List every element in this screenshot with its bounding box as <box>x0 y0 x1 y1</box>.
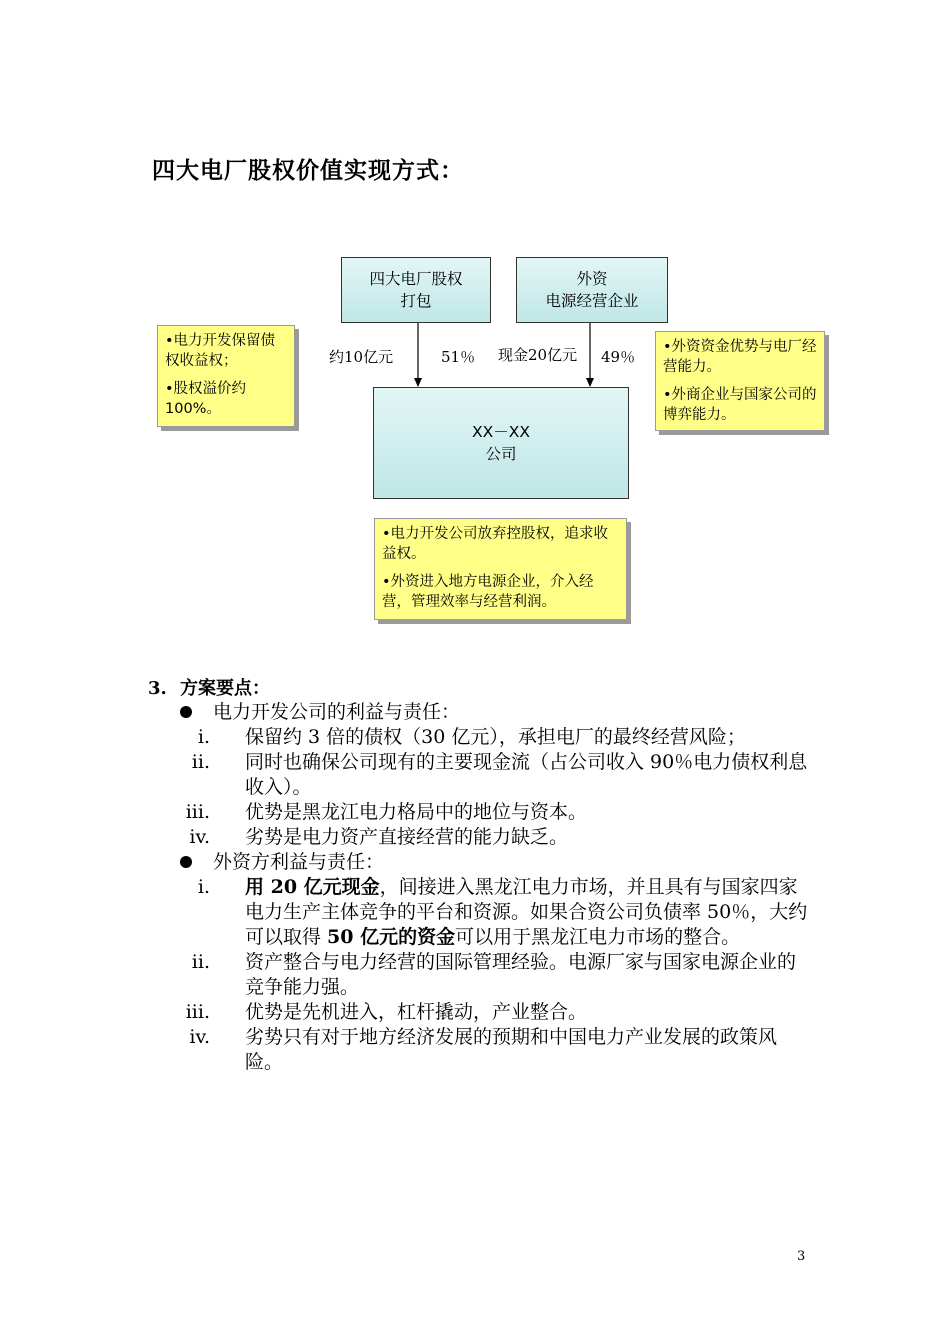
list-item <box>0 875 810 950</box>
page-title: 四大电厂股权价值实现方式： <box>152 158 464 184</box>
box-joint-company-line1: XX－XX <box>472 423 530 441</box>
item-number: iii. <box>185 1001 210 1023</box>
bullet-item <box>0 850 950 875</box>
label-right-percent: 49％ <box>601 348 636 366</box>
label-left-amount: 约10亿元 <box>329 348 394 366</box>
item-number: iv. <box>189 1026 210 1048</box>
list-item <box>0 1000 810 1025</box>
list-item <box>0 825 810 850</box>
note-right-item: •外资资金优势与电厂经营能力。 <box>663 339 817 375</box>
section-list <box>0 700 950 1075</box>
note-left <box>157 325 295 427</box>
box-foreign-enterprise-line2: 电源经营企业 <box>545 292 639 310</box>
box-joint-company-line2: 公司 <box>485 445 517 463</box>
label-left-percent: 51％ <box>441 348 476 366</box>
item-text: 劣势是电力资产直接经营的能力缺乏。 <box>245 826 569 848</box>
item-number: iii. <box>185 801 210 823</box>
section-number: 3. <box>148 678 167 699</box>
arrow-left-head <box>414 378 422 387</box>
item-bold-text: 50 亿元的资金 <box>327 926 456 948</box>
box-equity-package-line1: 四大电厂股权 <box>369 270 463 288</box>
item-number: ii. <box>191 751 210 773</box>
section-heading <box>148 674 270 700</box>
item-number: i. <box>197 876 210 898</box>
arrow-right-head <box>586 378 594 387</box>
item-bold-text: 用 20 亿元现金 <box>245 876 380 898</box>
item-text: ，间接进入黑龙江电力市场，并且具有与国家四家电力生产主体竞争的平台和资源。如果合资公司负债率 50％，大约可以取得 <box>245 876 808 948</box>
note-bottom-item: •外资进入地方电源企业，介入经营，管理效率与经营利润。 <box>382 574 594 610</box>
list-item <box>0 725 810 750</box>
bullet-text: 外资方利益与责任： <box>213 851 385 873</box>
item-text: 可以用于黑龙江电力市场的整合。 <box>455 926 741 948</box>
item-number: i. <box>197 726 210 748</box>
item-text: 资产整合与电力经营的国际管理经验。电源厂家与国家电源企业的竞争能力强。 <box>245 951 797 998</box>
item-text: 同时也确保公司现有的主要现金流（占公司收入 90％电力债权利息收入）。 <box>245 751 808 798</box>
item-text: 劣势只有对于地方经济发展的预期和中国电力产业发展的政策风险。 <box>245 1026 778 1073</box>
page-number: 3 <box>797 1249 806 1264</box>
note-right-item: •外商企业与国家公司的博弈能力。 <box>663 387 817 423</box>
item-text: 优势是先机进入，杠杆撬动，产业整合。 <box>245 1001 588 1023</box>
note-left-item: •股权溢价约100%。 <box>165 381 247 417</box>
list-item <box>0 750 810 800</box>
box-foreign-enterprise-line1: 外资 <box>576 270 608 288</box>
item-text: 优势是黑龙江电力格局中的地位与资本。 <box>245 801 588 823</box>
note-bottom-item: •电力开发公司放弃控股权，追求收益权。 <box>382 526 609 562</box>
bullet-item <box>0 700 950 725</box>
note-bottom <box>374 518 627 620</box>
item-number: ii. <box>191 951 210 973</box>
list-item <box>0 1025 810 1075</box>
bullet-dot-icon <box>180 856 192 868</box>
label-right-amount: 现金20亿元 <box>498 346 578 364</box>
item-number: iv. <box>189 826 210 848</box>
section-title: 方案要点： <box>180 678 270 699</box>
note-right <box>655 331 825 431</box>
note-left-item: •电力开发保留债权收益权； <box>165 333 276 369</box>
bullet-dot-icon <box>180 706 192 718</box>
box-equity-package-line2: 打包 <box>400 292 432 310</box>
list-item <box>0 950 810 1000</box>
item-text: 保留约 3 倍的债权（30 亿元），承担电厂的最终经营风险； <box>245 726 746 748</box>
bullet-text: 电力开发公司的利益与责任： <box>213 701 461 723</box>
list-item <box>0 800 810 825</box>
